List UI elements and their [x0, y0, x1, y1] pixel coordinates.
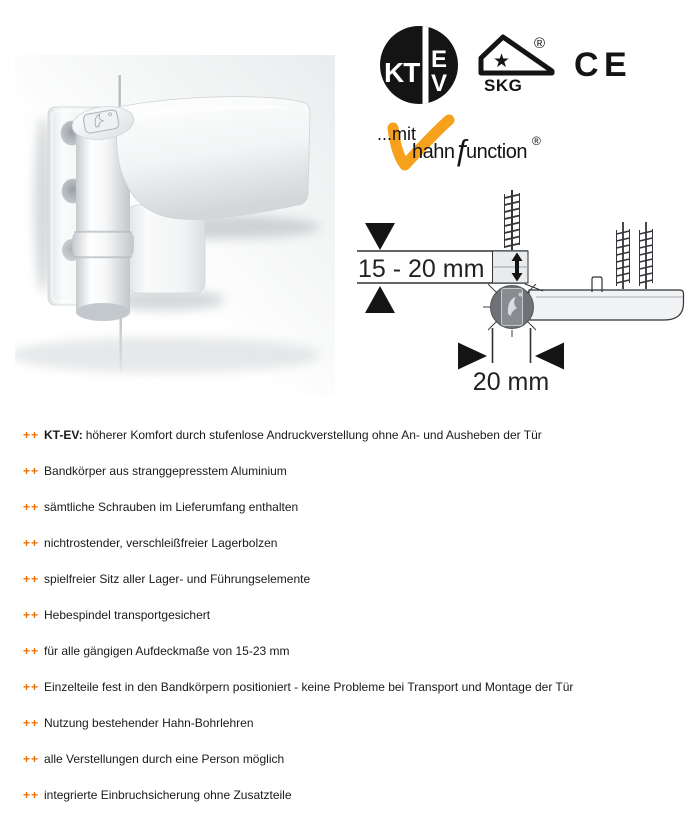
feature-text: Einzelteile fest in den Bandkörpern positioniert - keine Probleme bei Transport und Montage der Tür	[44, 680, 574, 694]
feature-item	[23, 571, 588, 587]
feature-marker: ++	[23, 608, 40, 622]
feature-text: spielfreier Sitz aller Lager- und Führungselemente	[44, 572, 311, 586]
feature-item	[23, 643, 588, 659]
ktev-divider	[423, 25, 429, 105]
feature-item	[23, 499, 588, 515]
feature-list	[23, 427, 588, 823]
hinge-arm	[117, 97, 310, 220]
feature-marker: ++	[23, 680, 40, 694]
hahnfunction-prefix: ...mit	[377, 124, 416, 144]
feature-item	[23, 679, 588, 695]
feature-marker: ++	[23, 464, 40, 478]
skg-certification-logo	[476, 31, 558, 95]
hahnfunction-part2: unction	[466, 141, 527, 163]
feature-item	[23, 535, 588, 551]
feature-marker: ++	[23, 572, 40, 586]
feature-marker: ++	[23, 500, 40, 514]
ce-c-letter: C	[574, 46, 599, 81]
pointer-left-icon	[535, 343, 564, 370]
feature-item	[23, 607, 588, 623]
feature-text: integrierte Einbruchsicherung ohne Zusatzteile	[44, 788, 292, 802]
feature-text: alle Verstellungen durch eine Person möglich	[44, 752, 285, 766]
feature-text: Hebespindel transportgesichert	[44, 608, 211, 622]
product-photo	[15, 55, 335, 405]
hahnfunction-part1: hahn	[412, 141, 455, 163]
feature-item	[23, 715, 588, 731]
screw-icon	[617, 222, 630, 289]
pointer-down-icon	[365, 223, 395, 250]
feature-text: für alle gängigen Aufdeckmaße von 15-23 mm	[44, 644, 290, 658]
ktev-v-label: V	[431, 70, 448, 97]
feature-marker: ++	[23, 716, 40, 730]
mounting-diagram	[340, 182, 689, 400]
feature-marker: ++	[23, 428, 40, 442]
vertical-dimension-label: 15 - 20 mm	[358, 255, 485, 283]
feature-item	[23, 787, 588, 803]
feature-marker: ++	[23, 536, 40, 550]
arm-profile	[525, 277, 684, 320]
skg-registered-mark: ®	[534, 35, 546, 52]
feature-item	[23, 463, 588, 479]
feature-marker: ++	[23, 644, 40, 658]
ce-mark-logo	[574, 45, 632, 81]
skg-label: SKG	[484, 76, 523, 95]
horizontal-measure	[458, 328, 564, 396]
feature-text: höherer Komfort durch stufenlose Andruckverstellung ohne An- und Ausheben der Tür	[85, 428, 542, 442]
screw-icon	[505, 190, 520, 250]
feature-marker: ++	[23, 788, 40, 802]
ce-e-letter: E	[604, 46, 627, 81]
feature-text: Nutzung bestehender Hahn-Bohrlehren	[44, 716, 254, 730]
screw-icon	[640, 222, 653, 289]
pointer-right-icon	[458, 343, 487, 370]
horizontal-dimension-label: 20 mm	[472, 368, 550, 396]
feature-text: Bandkörper aus stranggepresstem Aluminium	[44, 464, 287, 478]
feature-lead: KT-EV:	[44, 428, 83, 442]
ktev-e-label: E	[431, 46, 448, 73]
pointer-up-icon	[365, 286, 395, 313]
skg-star-icon: ★	[493, 51, 511, 72]
hahnfunction-logo	[372, 114, 557, 178]
hahnfunction-script-f: ƒ	[453, 134, 470, 167]
ktev-certification-logo	[379, 25, 459, 105]
feature-text: nichtrostender, verschleißfreier Lagerbolzen	[44, 536, 278, 550]
feature-item	[23, 751, 588, 767]
feature-item	[23, 427, 588, 443]
knuckle-cross-section	[483, 284, 536, 337]
ktev-kt-label: KT	[384, 57, 420, 88]
feature-text: sämtliche Schrauben im Lieferumfang enthalten	[44, 500, 299, 514]
feature-marker: ++	[23, 752, 40, 766]
hahnfunction-registered-mark: ®	[532, 134, 541, 148]
